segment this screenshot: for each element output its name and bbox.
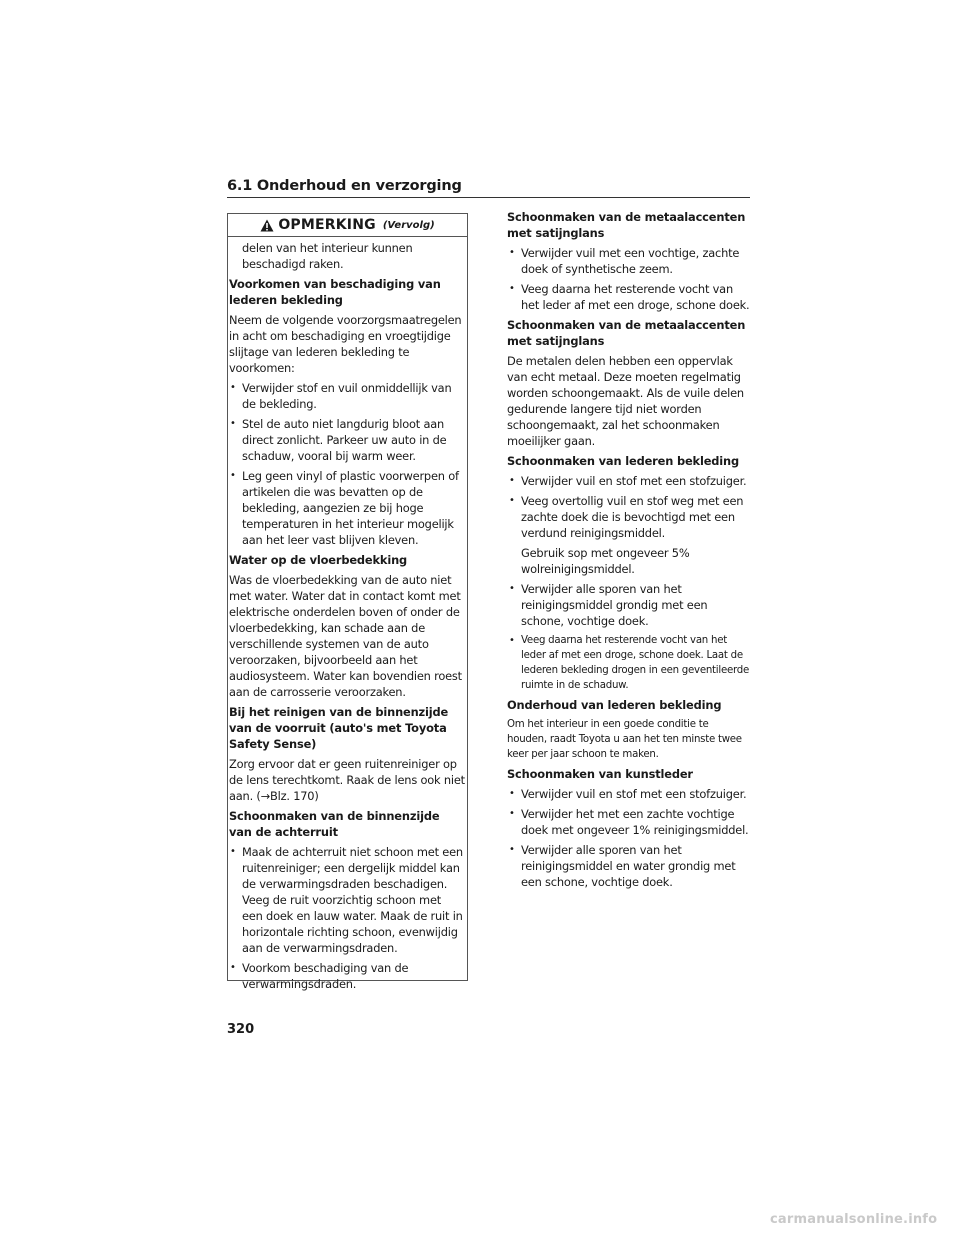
warning-icon — [260, 219, 274, 232]
section-heading: Schoonmaken van kunstleder — [507, 767, 693, 781]
note-body — [228, 237, 467, 992]
section-heading: Schoonmaken van lederen bekleding — [507, 454, 740, 468]
paragraph: De metalen delen hebben een oppervlak van echt metaal. Deze moeten regelmatig worden schoongemaakt. Als de vuile delen gedurende langere tijd niet worden schoongemaakt, zal het schoonmaken moeilijker gaan. — [507, 354, 744, 448]
note-heading: Water op de vloerbedekking — [229, 553, 408, 567]
note-heading: Bij het reinigen van de binnenzijde van de voorruit (auto's met Toyota Safety Sense) — [229, 705, 449, 751]
list-item: • Maak de achterruit niet schoon met een ruitenreiniger; een dergelijk middel kan de verwarmingsdraden beschadigen. Veeg de ruit voorzichtig schoon met een doek en lauw water. Maak de ruit in horizontale richting schoon, evenwijdig aan de verwarmingsdraden. — [228, 844, 465, 956]
list-item: • Verwijder alle sporen van het reinigingsmiddel en water grondig met een schone, vochtige doek. — [507, 842, 751, 890]
list-item: • Leg geen vinyl of plastic voorwerpen of artikelen die was bevatten op de bekleding, aangezien ze bij hoge temperaturen in het interieur mogelijk aan het leer vast blijven kleven. — [228, 468, 465, 548]
list-item: • Veeg daarna het resterende vocht van het leder af met een droge, schone doek. Laat de lederen bekleding drogen in een geventileerde ruimte in de schaduw. — [507, 633, 751, 693]
note-heading: Voorkomen van beschadiging van lederen bekleding — [229, 277, 441, 307]
list-item: • Verwijder vuil met een vochtige, zachte doek of synthetische zeem. — [507, 245, 751, 277]
list-item: • Verwijder het met een zachte vochtige doek met ongeveer 1% reinigingsmiddel. — [507, 806, 751, 838]
note-box — [227, 213, 468, 991]
paragraph: Om het interieur in een goede conditie te houden, raadt Toyota u aan het ten minste twee keer per jaar schoon te maken. — [507, 719, 742, 760]
list-item: • Veeg daarna het resterende vocht van het leder af met een droge, schone doek. — [507, 281, 751, 313]
note-paragraph: Zorg ervoor dat er geen ruitenreiniger op de lens terechtkomt. Raak de lens ook niet aan. (→Blz. 170) — [229, 757, 465, 803]
note-bullet-list — [228, 844, 465, 992]
note-bullet-list — [228, 380, 465, 548]
section-heading: Onderhoud van lederen bekleding — [507, 698, 722, 712]
section-heading: Schoonmaken van de metaalaccenten met satijnglans — [507, 318, 746, 348]
list-item: • Veeg overtollig vuil en stof weg met een zachte doek die is bevochtigd met een verdund reinigingsmiddel. — [507, 493, 751, 541]
section-heading: Schoonmaken van de metaalaccenten met satijnglans — [507, 210, 746, 240]
note-continued-text: delen van het interieur kunnen beschadigd raken. — [242, 241, 413, 271]
watermark: carmanualsonline.info — [770, 1212, 938, 1227]
list-item: • Stel de auto niet langdurig bloot aan direct zonlicht. Parkeer uw auto in de schaduw, vooral bij warm weer. — [228, 416, 465, 464]
bullet-list — [507, 473, 751, 541]
list-item: • Voorkom beschadiging van de verwarmingsdraden. — [228, 960, 465, 992]
list-item: • Verwijder vuil en stof met een stofzuiger. — [507, 473, 751, 489]
note-title: OPMERKING — [278, 217, 376, 233]
list-item: • Verwijder stof en vuil onmiddellijk van de bekleding. — [228, 380, 465, 412]
note-subtitle: (Vervolg) — [382, 219, 435, 231]
sub-paragraph: Gebruik sop met ongeveer 5% wolreinigingsmiddel. — [521, 546, 690, 576]
note-paragraph: Neem de volgende voorzorgsmaatregelen in acht om beschadiging en vroegtijdige slijtage van lederen bekleding te voorkomen: — [229, 313, 462, 375]
list-item: • Verwijder alle sporen van het reinigingsmiddel grondig met een schone, vochtige doek. — [507, 581, 751, 629]
note-header — [228, 214, 467, 237]
bullet-list — [507, 245, 751, 313]
bullet-list — [507, 581, 751, 693]
note-heading: Schoonmaken van de binnenzijde van de achterruit — [229, 809, 440, 839]
section-title: 6.1 Onderhoud en verzorging — [227, 178, 750, 198]
page-number: 320 — [227, 1022, 255, 1037]
note-paragraph: Was de vloerbedekking van de auto niet met water. Water dat in contact komt met elektrische onderdelen boven of onder de vloerbedekking, kan schade aan de verschillende systemen van de auto veroorzaken, bijvoorbeeld aan het audiosysteem. Water kan bovendien roest aan de carrosserie veroorzaken. — [229, 573, 462, 699]
right-column — [507, 209, 751, 894]
bullet-list — [507, 786, 751, 890]
list-item: • Verwijder vuil en stof met een stofzuiger. — [507, 786, 751, 802]
